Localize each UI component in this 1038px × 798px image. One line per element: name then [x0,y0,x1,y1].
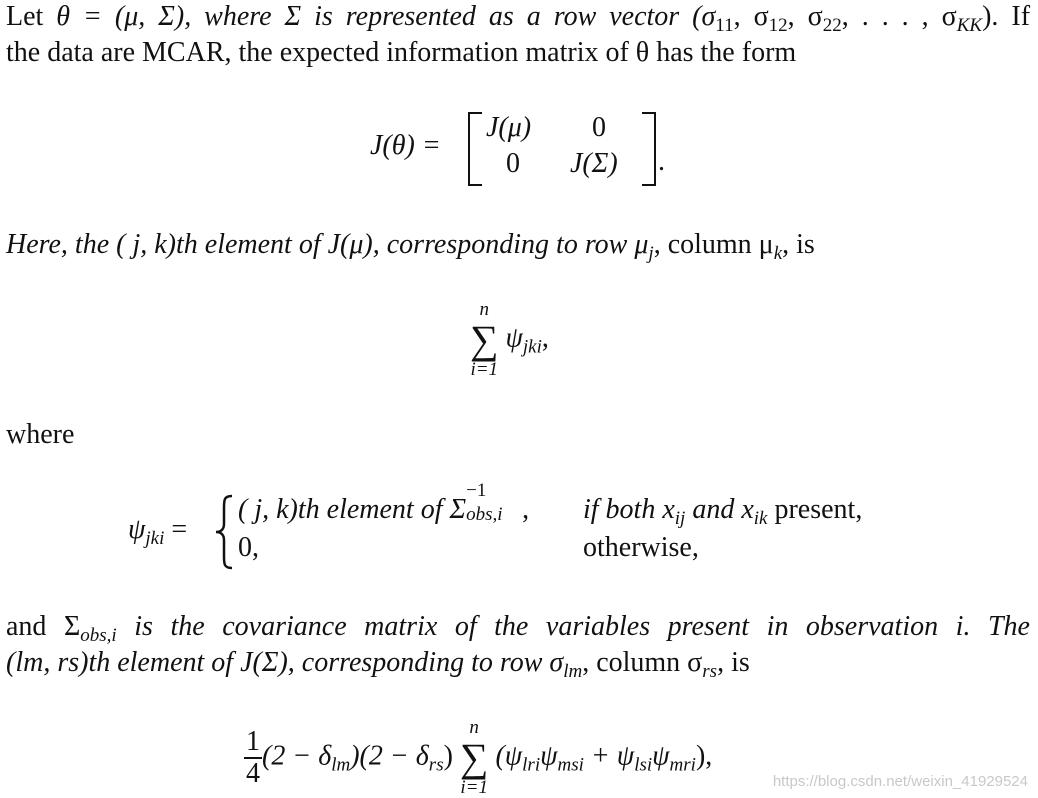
text-column: , column μ [653,229,774,260]
text-lmrs: (lm, rs)th element of J(Σ), corresponding to row σ [6,647,564,678]
equation-sum-psi [470,300,549,380]
case-1-condition [583,494,863,529]
obs-subscript: obs,i [466,504,503,525]
equation-sigma-element [244,718,712,798]
cond-text-c: present, [767,494,863,525]
sub-12: 12 [768,15,788,36]
fraction-numerator: 1 [246,726,260,757]
psi-symbol: ψ [505,322,523,354]
sub-mri: mri [669,754,696,776]
sub-j: j [648,243,654,264]
text-let: Let [6,1,44,32]
case1-text: ( j, k)th element of Σ [238,494,467,525]
watermark: https://blog.csdn.net/weixin_41929524 [772,773,1028,790]
psi-subscript: jki [522,336,542,358]
case-2-expression: 0, [238,532,259,563]
psi-subscript: jki [145,528,165,549]
sub-kk: KK [956,15,983,36]
paragraph-3-line-1 [6,610,1030,644]
sum-lower-limit: i=1 [470,359,499,380]
right-bracket [642,112,656,186]
sub-k: k [773,243,783,264]
term-psi-mri: ψ [652,740,670,772]
sub-msi: msi [557,754,584,776]
text-if: ). If [982,1,1031,32]
term-delta-rs: )(2 − δ [350,740,429,772]
matrix-zero-12: 0 [592,112,606,143]
sub-22: 22 [822,15,842,36]
text-theta-def: θ = (μ, Σ), where Σ is represented as a row vector (σ [56,1,716,32]
sum-operator [460,718,489,798]
sum-upper-limit: n [469,717,479,738]
sub-lm: lm [331,754,351,776]
sub-lsi: lsi [634,754,653,776]
cond-text-a: if both x [583,494,675,525]
psi-symbol: ψ [128,514,146,545]
where-label: where [6,419,75,450]
equals-sign: = [171,514,188,545]
close-paren: ) [443,740,453,772]
case-2-condition: otherwise, [583,532,699,563]
matrix-zero-21: 0 [506,148,520,179]
sub-11: 11 [715,15,734,36]
text-covariance: is the covariance matrix of the variables present in observation i. The [116,611,1030,642]
sum-lower-limit: i=1 [460,777,488,798]
sum-upper-limit: n [479,299,489,320]
term-psi-lsi: + ψ [583,740,635,772]
eq1-period: . [658,146,665,177]
case-1-expression [238,480,530,526]
sigma-symbol: ∑ [459,735,489,780]
paragraph-1-line-1 [6,0,1030,34]
term-psi-msi: ψ [540,740,558,772]
eq3-lhs [128,514,188,549]
term-psi-lri: (ψ [495,740,523,772]
cond-text-b: and x [685,494,754,525]
sub-rs: rs [702,661,718,682]
case1-comma: , [522,494,530,525]
close-paren-comma: ), [695,740,713,772]
term-delta-lm: (2 − δ [262,740,332,772]
sub-rs: rs [428,754,444,776]
text-sep: , σ [733,1,769,32]
text-and-sigma: and Σ [6,611,81,642]
sigma-symbol: ∑ [470,317,499,362]
matrix-j-mu: J(μ) [486,112,532,143]
paragraph-2 [6,228,815,262]
matrix-j-sigma: J(Σ) [570,148,618,179]
text-here: Here, the ( j, k)th element of J(μ), corresponding to row μ [6,229,649,260]
sub-lri: lri [522,754,541,776]
sub-ij: ij [674,508,686,529]
obs-subscript: obs,i [80,625,117,646]
left-bracket [468,112,482,186]
block-matrix [468,112,656,186]
inverse-superscript: −1 [466,480,487,501]
eq2-comma: , [541,322,549,354]
fraction-one-quarter [244,727,262,789]
brace-icon [214,494,236,570]
paragraph-3-line-2 [6,646,750,680]
eq1-lhs: J(θ) = [370,130,441,161]
equation-piecewise-psi [128,480,928,574]
text-sep: , σ [787,1,823,32]
fraction-denominator: 4 [246,758,260,789]
paragraph-1-line-2: the data are MCAR, the expected information matrix of θ has the form [6,37,797,68]
equation-information-matrix [370,110,670,186]
text-is: , is [782,229,815,260]
sub-lm: lm [563,661,583,682]
sum-operator [470,300,499,380]
text-is: , is [717,647,750,678]
text-ellipsis: , . . . , σ [841,1,957,32]
sub-ik: ik [753,508,768,529]
text-column: , column σ [582,647,703,678]
